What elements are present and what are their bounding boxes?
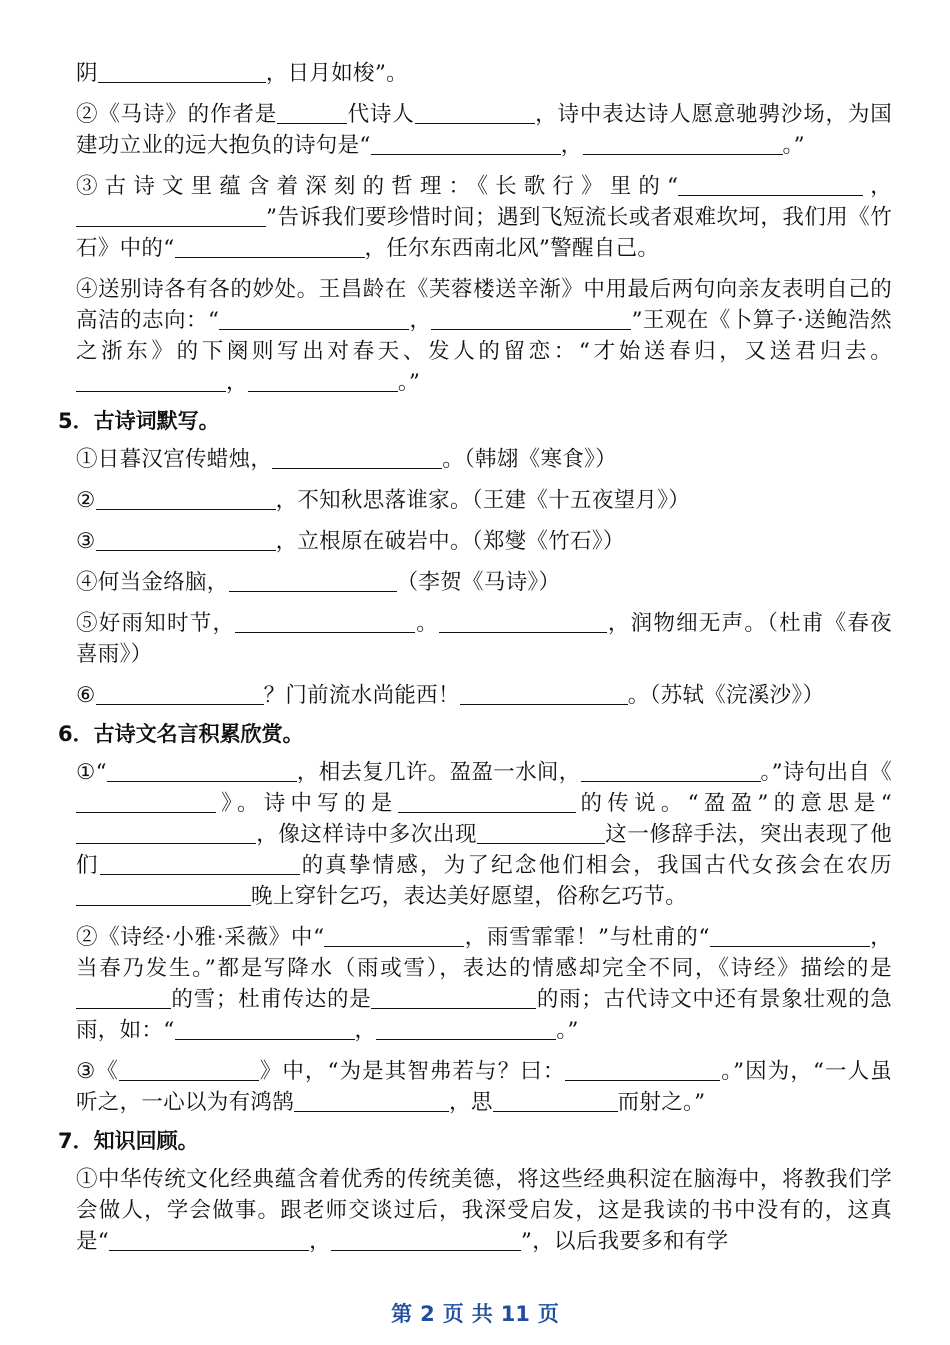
text: ⑥ xyxy=(76,683,96,708)
text: 晚上穿针乞巧，表达美好愿望，俗称乞巧节。 xyxy=(251,884,688,909)
text: 阴 xyxy=(76,61,98,86)
answer-blank[interactable] xyxy=(175,1018,355,1040)
answer-blank[interactable] xyxy=(583,133,783,155)
text: ？门前流水尚能西！ xyxy=(263,683,460,708)
text: 的真挚情感，为了纪念他们相会，我国古代女孩会在农历 xyxy=(299,853,892,878)
text: 》中，“为是其智弗若与？曰： xyxy=(258,1059,566,1084)
footer-text: 第 xyxy=(391,1302,413,1326)
text: ② xyxy=(76,488,96,513)
answer-blank[interactable] xyxy=(175,236,365,258)
text: ， xyxy=(863,174,893,199)
text: ②《诗经·小雅·采薇》中“ xyxy=(76,925,325,950)
answer-blank[interactable] xyxy=(398,791,576,813)
answer-blank[interactable] xyxy=(371,987,536,1009)
answer-blank[interactable] xyxy=(76,370,226,392)
text: 。（韩翃《寒食》） xyxy=(442,447,617,472)
text: 。” xyxy=(782,133,805,158)
answer-blank[interactable] xyxy=(76,884,251,906)
answer-blank[interactable] xyxy=(119,1059,259,1081)
answer-blank[interactable] xyxy=(439,611,607,633)
q7-item-1 xyxy=(76,1164,892,1257)
text: （李贺《马诗》） xyxy=(396,570,561,595)
answer-blank[interactable] xyxy=(493,1090,618,1112)
text: ，像这样诗中多次出现 xyxy=(256,822,478,847)
answer-blank[interactable] xyxy=(294,1090,449,1112)
answer-blank[interactable] xyxy=(229,570,397,592)
text: ， xyxy=(309,1229,331,1254)
text: ，诗中表达诗人愿意驰骋沙场，为国建功立业的远大抱负的诗句是“ xyxy=(76,102,893,158)
q6-item-2 xyxy=(76,922,892,1046)
text: 的雨；古代诗文中还有景象壮观的急雨，如：“ xyxy=(76,987,892,1043)
text: ①“ xyxy=(76,760,107,785)
answer-blank[interactable] xyxy=(376,1018,556,1040)
text: ，日月如梭”。 xyxy=(265,61,408,86)
q5-item-5 xyxy=(76,608,892,670)
answer-blank[interactable] xyxy=(371,133,561,155)
q5-item-4 xyxy=(76,567,892,598)
page-footer xyxy=(0,1298,950,1328)
question-6-heading: 6．古诗文名言积累欣赏。 xyxy=(58,722,304,746)
text: ，润物细无声。（杜甫《春夜喜雨》） xyxy=(76,611,892,667)
answer-blank[interactable] xyxy=(235,611,415,633)
answer-blank[interactable] xyxy=(581,760,761,782)
text: ，立根原在破岩中。（郑燮《竹石》） xyxy=(275,529,625,554)
text: 。”因为，“一人虽听之，一心以为有鸿鹄 xyxy=(76,1059,892,1115)
answer-blank[interactable] xyxy=(477,822,605,844)
answer-blank[interactable] xyxy=(248,370,398,392)
answer-blank[interactable] xyxy=(109,1229,309,1251)
footer-text: 页 xyxy=(442,1302,464,1326)
text: ⑤好雨知时节， xyxy=(76,611,236,636)
answer-blank[interactable] xyxy=(565,1059,720,1081)
q5-item-3 xyxy=(76,526,892,557)
text: 。” xyxy=(397,370,421,395)
answer-blank[interactable] xyxy=(96,683,264,705)
answer-blank[interactable] xyxy=(76,205,266,227)
text: 》。诗中写的是 xyxy=(216,791,398,816)
text: ①中华传统文化经典蕴含着优秀的传统美德，将这些经典积淀在脑海中，将教我们学会做人，学会做事。跟老师交谈过后，我深受启发，这是我读的书中没有的，这真是“ xyxy=(76,1167,892,1254)
q5-item-2 xyxy=(76,485,892,516)
answer-blank[interactable] xyxy=(76,791,216,813)
q4-item-4 xyxy=(76,274,892,398)
text: 。（苏轼《浣溪沙》） xyxy=(627,683,825,708)
q5-item-1 xyxy=(76,444,892,475)
q6-item-1 xyxy=(76,757,892,912)
answer-blank[interactable] xyxy=(96,529,276,551)
answer-blank[interactable] xyxy=(76,987,171,1009)
text: 的雪；杜甫传达的是 xyxy=(171,987,372,1012)
text: 。 xyxy=(415,611,439,636)
text: 而射之。” xyxy=(617,1090,706,1115)
total-page-count: 11 xyxy=(500,1302,530,1326)
q6-item-3 xyxy=(76,1056,892,1118)
answer-blank[interactable] xyxy=(100,853,300,875)
text: 代诗人 xyxy=(347,102,415,127)
text: ④送别诗各有各的妙处。王昌龄在《芙蓉楼送辛渐》中用最后两句向亲友表明自己的高洁的志向：“ xyxy=(76,277,892,333)
answer-blank[interactable] xyxy=(277,102,347,124)
text: ，任尔东西南北风”警醒自己。 xyxy=(364,236,660,261)
text: 的传说。“盈盈”的意思是“ xyxy=(575,791,892,816)
text: ④何当金络脑， xyxy=(76,570,229,595)
answer-blank[interactable] xyxy=(76,822,256,844)
answer-blank[interactable] xyxy=(324,925,464,947)
page-content xyxy=(0,58,950,1257)
text: ②《马诗》的作者是 xyxy=(76,102,278,127)
footer-text: 页 xyxy=(537,1302,559,1326)
text: 这一修辞手法，突出表现了他们 xyxy=(76,822,892,878)
footer-text: 共 xyxy=(471,1302,493,1326)
answer-blank[interactable] xyxy=(107,760,297,782)
text: ①日暮汉宫传蜡烛， xyxy=(76,447,273,472)
text: ， xyxy=(409,308,432,333)
answer-blank[interactable] xyxy=(272,447,442,469)
q4-item-3 xyxy=(76,171,892,264)
q4-item-2 xyxy=(76,99,892,161)
q5-item-6 xyxy=(76,680,892,711)
answer-blank[interactable] xyxy=(219,308,409,330)
text: ， xyxy=(560,133,583,158)
question-5-heading: 5．古诗词默写。 xyxy=(58,409,220,433)
text: 。” xyxy=(556,1018,579,1043)
text: ，雨雪霏霏！”与杜甫的“ xyxy=(464,925,710,950)
answer-blank[interactable] xyxy=(96,488,276,510)
answer-blank[interactable] xyxy=(331,1229,521,1251)
text: ，相去复几许。盈盈一水间， xyxy=(296,760,581,785)
text: ，思 xyxy=(449,1090,493,1115)
text: ，当春乃发生。”都是写降水（雨或雪），表达的情感却完全不同，《诗经》描绘的是 xyxy=(76,925,892,981)
answer-blank[interactable] xyxy=(431,308,631,330)
text: ③古诗文里蕴含着深刻的哲理：《长歌行》里的“ xyxy=(76,174,679,199)
answer-blank[interactable] xyxy=(678,174,863,196)
answer-blank[interactable] xyxy=(710,925,870,947)
text: ”，以后我要多和有学 xyxy=(520,1229,729,1254)
answer-blank[interactable] xyxy=(98,61,266,83)
text: ， xyxy=(226,370,248,395)
text: ，不知秋思落谁家。（王建《十五夜望月》） xyxy=(275,488,691,513)
answer-blank[interactable] xyxy=(460,683,628,705)
current-page-number: 2 xyxy=(420,1302,435,1326)
text: ， xyxy=(354,1018,377,1043)
text: ③《 xyxy=(76,1059,119,1084)
text: ”王观在《卜算子·送鲍浩然之浙东》的下阕则写出对春天、发人的留恋：“才始送春归，又送君归去。 xyxy=(76,308,892,364)
text: ③ xyxy=(76,529,96,554)
text: ”告诉我们要珍惜时间；遇到飞短流长或者艰难坎坷，我们用《竹石》中的“ xyxy=(76,205,892,261)
question-7-heading: 7．知识回顾。 xyxy=(58,1129,199,1153)
answer-blank[interactable] xyxy=(415,102,535,124)
text: 。”诗句出自《 xyxy=(760,760,892,785)
q4-line-continuation xyxy=(76,58,892,89)
